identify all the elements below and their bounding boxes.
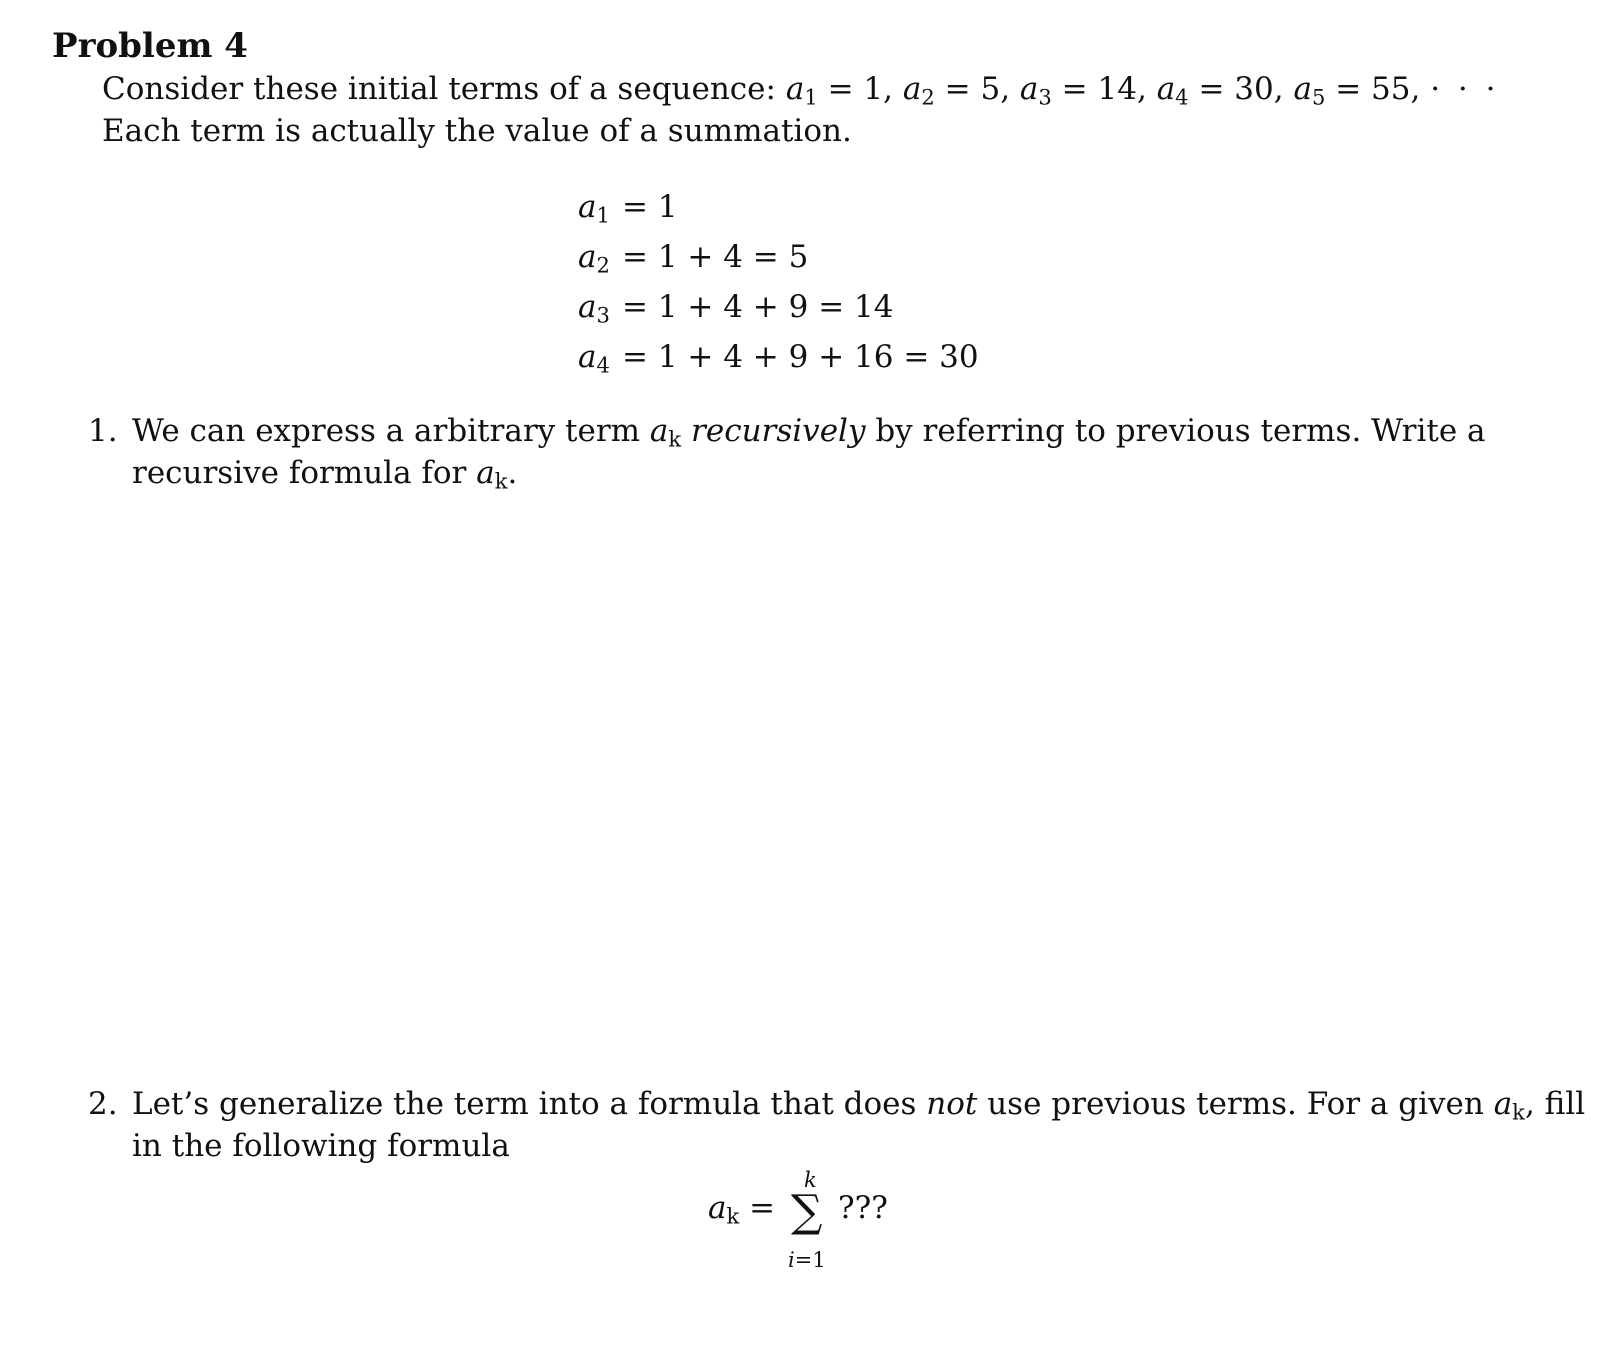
formula-lhs: $a_k$ =: [708, 1190, 776, 1229]
sum-upper-limit: k: [804, 1168, 817, 1192]
sigma-symbol: ∑: [791, 1186, 823, 1237]
question-text-continued: recursive formula for $a_k$.: [132, 455, 518, 494]
problem-title: Problem 4: [52, 26, 248, 66]
sequence-term: $a_4 = 30$: [1156, 71, 1274, 110]
ellipsis: · · ·: [1430, 71, 1500, 107]
sequence-term: $a_1 = 1$: [785, 71, 884, 110]
question-text-continued: in the following formula: [132, 1128, 510, 1164]
intro-text: Consider these initial terms of a sequence:: [102, 71, 786, 107]
question-2: [88, 1083, 1586, 1167]
summation-term-placeholder: ???: [838, 1190, 888, 1226]
question-text: We can express a arbitrary term $a_k$ recursively by referring to previous terms. Write a: [132, 413, 1486, 452]
intro-summary-line: Each term is actually the value of a summation.: [102, 113, 852, 149]
equation-row: $a_2$ = 1 + 4 = 5: [578, 239, 809, 278]
question-1: [88, 410, 1486, 494]
problem-intro: [102, 68, 1522, 152]
question-text: Let’s generalize the term into a formula that does not use previous terms. For a given $a_k$, fill: [132, 1086, 1586, 1125]
equation-row: $a_4$ = 1 + 4 + 9 + 16 = 30: [578, 339, 979, 378]
answer-space[interactable]: [88, 500, 1460, 1060]
sequence-line: Consider these initial terms of a sequence: $a_1 = 1$, $a_2 = 5$, $a_3 = 14$, $a_4 = 30$, $a_5 = 55$, · · ·: [102, 71, 1500, 110]
sequence-term: $a_3 = 14$: [1019, 71, 1137, 110]
equation-row: $a_3$ = 1 + 4 + 9 = 14: [578, 289, 894, 328]
question-number: 2.: [88, 1086, 118, 1122]
sequence-term: $a_2 = 5$: [902, 71, 1001, 110]
summation-examples: [578, 182, 979, 382]
sequence-term: $a_5 = 55$: [1293, 71, 1411, 110]
question-number: 1.: [88, 413, 118, 449]
equation-row: $a_1$ = 1: [578, 189, 678, 228]
sum-lower-limit: i=1: [788, 1248, 826, 1272]
summation-formula: [708, 1168, 968, 1278]
